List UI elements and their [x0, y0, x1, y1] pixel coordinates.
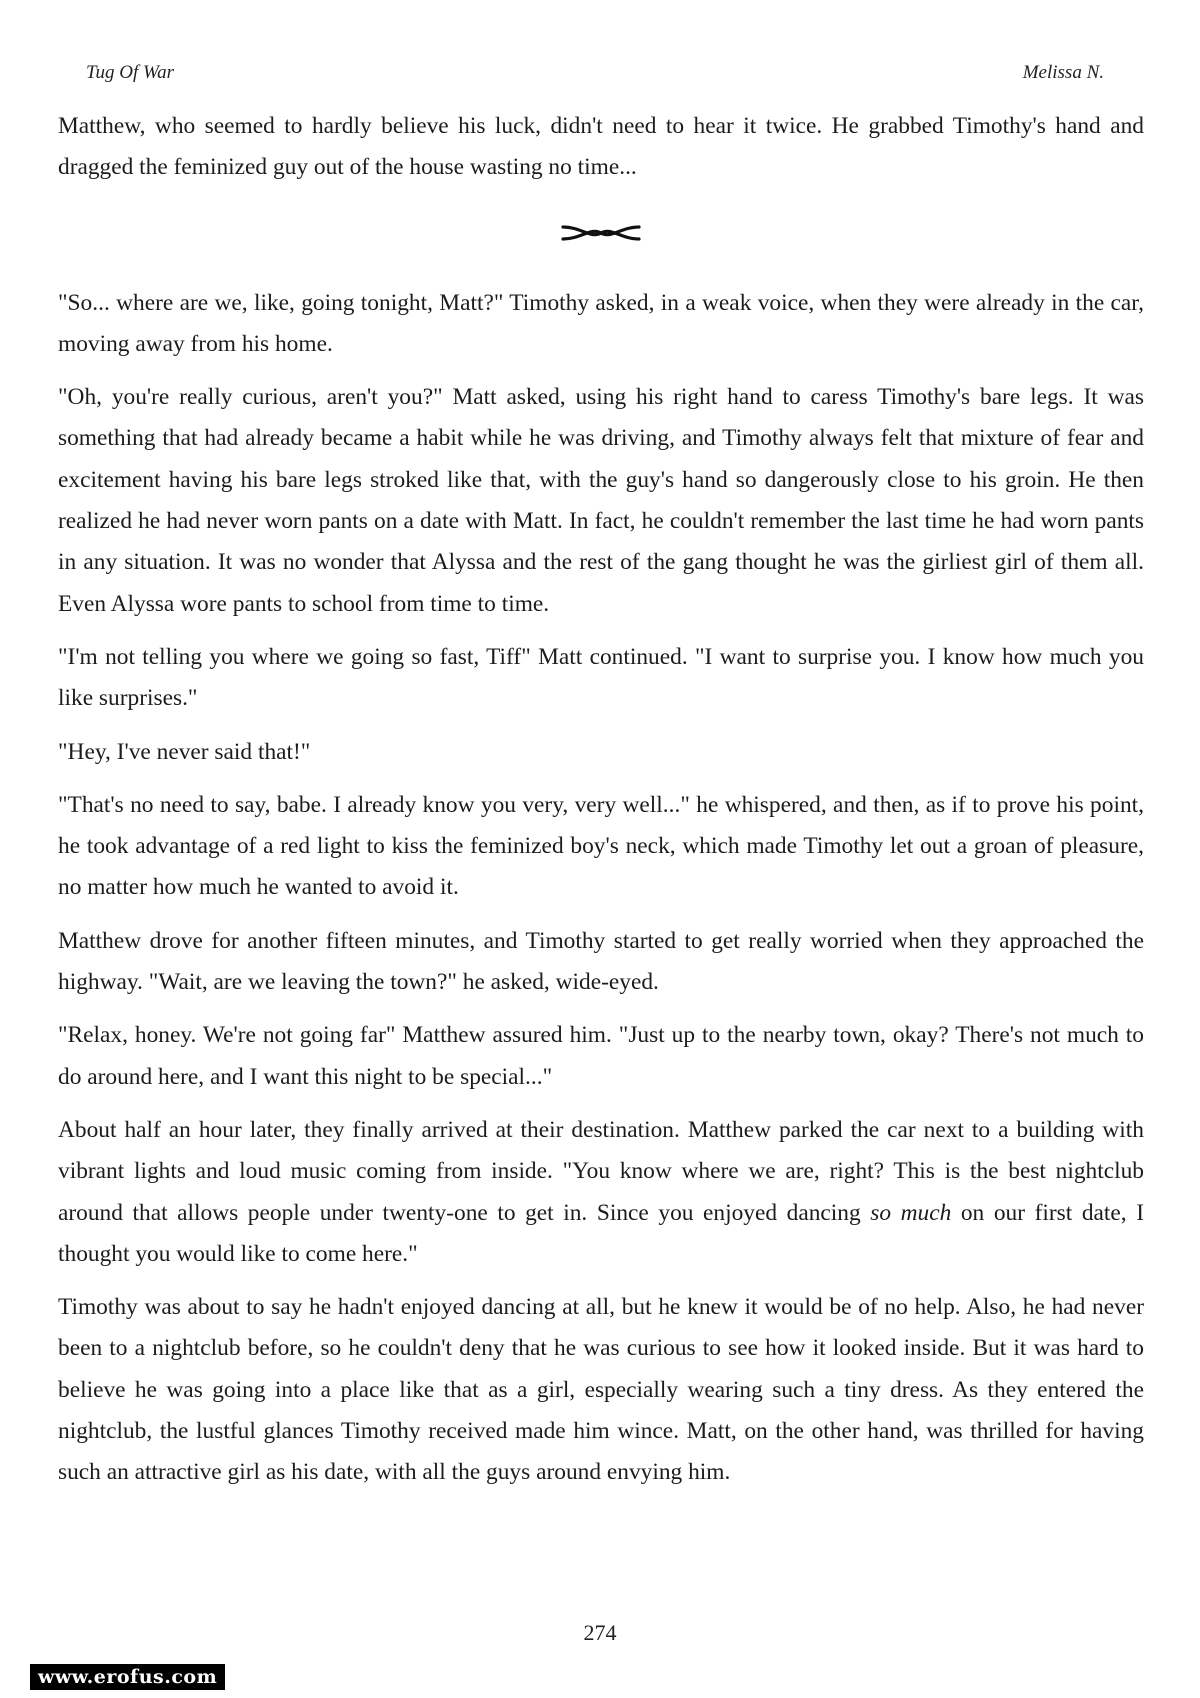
- scene-break: [58, 193, 1144, 273]
- paragraph-1: Matthew, who seemed to hardly believe his luck, didn't need to hear it twice. He grabbed Timothy's hand and dragged the feminized guy out of the house wasting no time...: [58, 113, 1144, 181]
- page-number: 274: [583, 1620, 617, 1645]
- watermark-logo: www.erofus.com: [30, 1664, 225, 1690]
- paragraph-7: Matthew drove for another fifteen minutes, and Timothy started to get really worried when they approached the highway. "Wait, are we leaving the town?" he asked, wide-eyed.: [58, 927, 1144, 996]
- author-name: Melissa N.: [1022, 62, 1104, 83]
- scene-break-ornament-icon: [561, 221, 641, 245]
- paragraph-9-text-before: About half an hour later, they finally arrived at their destination. Matthew parked the car next to a building with vibrant lights and loud music coming from inside. "You know where we are, right? This is the best nightclub around that allows people under twenty-one to get in. Since you enjoyed dancing: [58, 1116, 1144, 1226]
- paragraph-9-italic-text: so much: [870, 1199, 952, 1226]
- paragraph-5: "Hey, I've never said that!": [58, 738, 311, 765]
- paragraph-6: "That's no need to say, babe. I already know you very, very well..." he whispered, and then, as if to prove his point, he took advantage of a red light to kiss the feminized boy's neck, which made Timothy let out a groan of pleasure, no matter how much he wanted to avoid it.: [58, 791, 1144, 901]
- running-head: [86, 62, 1104, 92]
- paragraph-9: [58, 1110, 1144, 1275]
- paragraph-8: "Relax, honey. We're not going far" Matthew assured him. "Just up to the nearby town, okay? There's not much to do around here, and I want this night to be special...": [58, 1022, 1144, 1090]
- paragraph-9-text-after: on our first date, I thought you would like to come here.": [58, 1199, 1144, 1267]
- paragraph-3: "Oh, you're really curious, aren't you?" Matt asked, using his right hand to caress Timothy's bare legs. It was something that had already became a habit while he was driving, and Timothy always felt that mixture of fear and excitement having his bare legs stroked like that, with the guy's hand so dangerously close to his groin. He then realized he had never worn pants on a date with Matt. In fact, he couldn't remember the last time he had worn pants in any situation. It was no wonder that Alyssa and the rest of the gang thought he was the girliest girl of them all. Even Alyssa wore pants to school from time to time.: [58, 384, 1144, 617]
- book-title: Tug Of War: [86, 62, 174, 83]
- paragraph-4: "I'm not telling you where we going so fast, Tiff" Matt continued. "I want to surprise you. I know how much you like surprises.": [58, 643, 1144, 712]
- page-body: [58, 106, 1144, 1506]
- paragraph-10: Timothy was about to say he hadn't enjoyed dancing at all, but he knew it would be of no help. Also, he had never been to a nightclub before, so he couldn't deny that he was curious to see how it looked inside. But it was hard to believe he was going into a place like that as a girl, especially wearing such a tiny dress. As they entered the nightclub, the lustful glances Timothy received made him wince. Matt, on the other hand, was thrilled for having such an attractive girl as his date, with all the guys around envying him.: [58, 1294, 1144, 1486]
- paragraph-2: "So... where are we, like, going tonight, Matt?" Timothy asked, in a weak voice, when they were already in the car, moving away from his home.: [58, 289, 1144, 357]
